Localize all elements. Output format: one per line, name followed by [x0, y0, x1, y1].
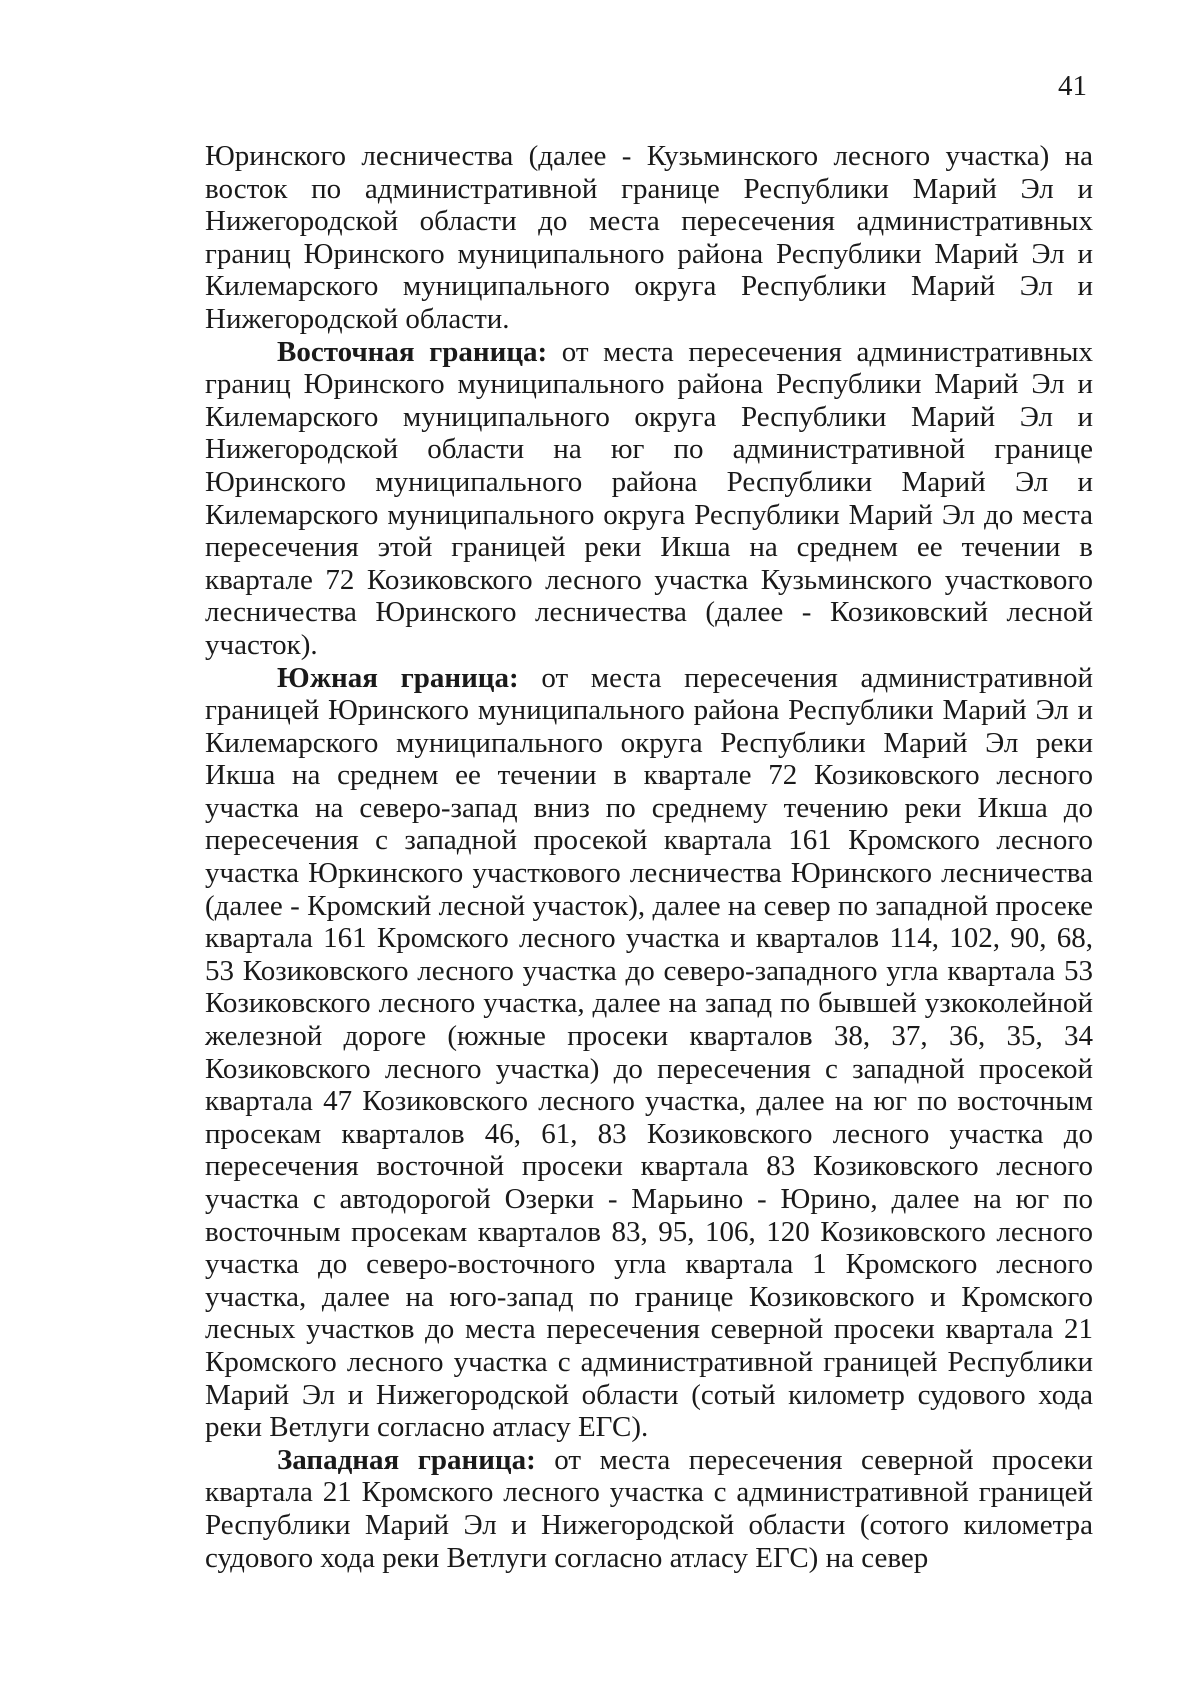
paragraph-text: от места пересечения северной просеки квартала 21 Кромского лесного участка с административной границей Республики Марий Эл и Нижегородской области (сотого километра судового хода реки Ветлуги согласно атласу ЕГС) на север — [205, 1443, 1093, 1574]
paragraph-heading-south: Южная граница: — [277, 661, 519, 694]
page-number: 41 — [1058, 70, 1087, 102]
paragraph-heading-west: Западная граница: — [277, 1443, 536, 1476]
paragraph-east-border — [205, 336, 1093, 662]
paragraph-text: Юринского лесничества (далее - Кузьминского лесного участка) на восток по административной границе Республики Марий Эл и Нижегородской области до места пересечения административных границ Юринского муниципального района Республики Марий Эл и Килемарского муниципального округа Республики Марий Эл и Нижегородской области. — [205, 140, 1093, 335]
paragraph-heading-east: Восточная граница: — [277, 335, 548, 368]
paragraph-text: от места пересечения административной границей Юринского муниципального района Республики Марий Эл и Килемарского муниципального округа Республики Марий Эл реки Икша на среднем ее течении в квартале 72 Козиковского лесного участка на северо-запад вниз по среднему течению реки Икша до пересечения с западной просекой квартала 161 Кромского лесного участка Юркинского участкового лесничества Юринского лесничества (далее - Кромский лесной участок), далее на север по западной просеке квартала 161 Кромского лесного участка и кварталов 114, 102, 90, 68, 53 Козиковского лесного участка до северо-западного угла квартала 53 Козиковского лесного участка, далее на запад по бывшей узкоколейной железной дороге (южные просеки кварталов 38, 37, 36, 35, 34 Козиковского лесного участка) до пересечения с западной просекой квартала 47 Козиковского лесного участка, далее на юг по восточным просекам кварталов 46, 61, 83 Козиковского лесного участка до пересечения восточной просеки квартала 83 Козиковского лесного участка с автодорогой Озерки - Марьино - Юрино, далее на юг по восточным просекам кварталов 83, 95, 106, 120 Козиковского лесного участка до северо-восточного угла квартала 1 Кромского лесного участка, далее на юго-запад по границе Козиковского и Кромского лесных участков до места пересечения северной просеки квартала 21 Кромского лесного участка с административной границей Республики Марий Эл и Нижегородской области (сотый километр судового хода реки Ветлуги согласно атласу ЕГС). — [205, 661, 1094, 1444]
paragraph-south-border — [205, 662, 1093, 1444]
document-body — [205, 140, 1093, 1574]
paragraph-continuation — [205, 140, 1093, 336]
paragraph-west-border — [205, 1444, 1093, 1574]
paragraph-text: от места пересечения административных границ Юринского муниципального района Республики Марий Эл и Килемарского муниципального округа Республики Марий Эл и Нижегородской области на юг по административной границе Юринского муниципального района Республики Марий Эл и Килемарского муниципального округа Республики Марий Эл до места пересечения этой границей реки Икша на среднем ее течении в квартале 72 Козиковского лесного участка Кузьминского участкового лесничества Юринского лесничества (далее - Козиковский лесной участок). — [205, 335, 1093, 661]
